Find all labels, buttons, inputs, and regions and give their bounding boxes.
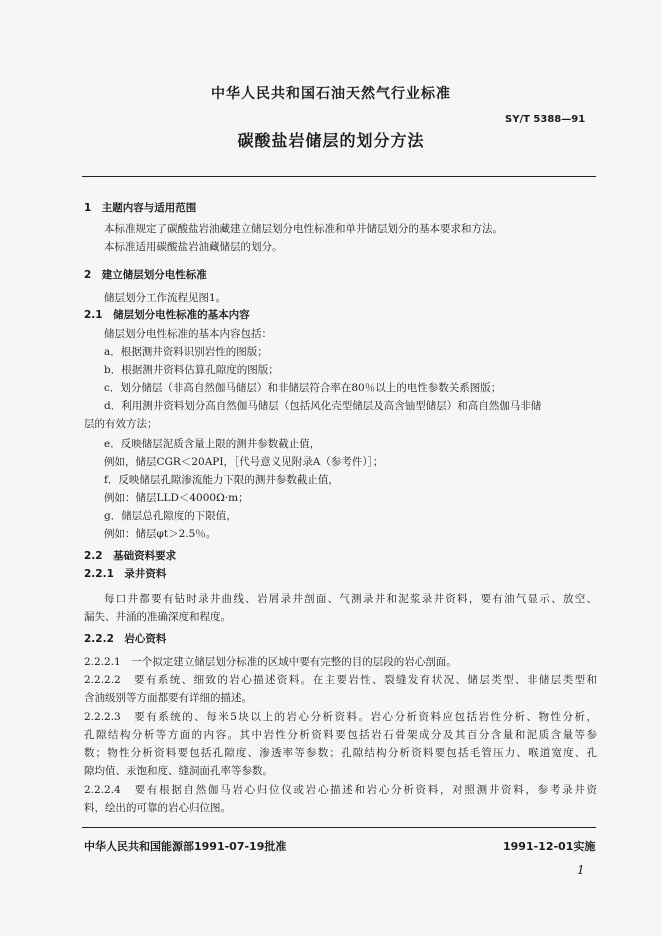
paragraph-line: e．反映储层泥质含量上限的测井参数截止值， [104, 438, 321, 450]
paragraph-line: c．划分储层（非高自然伽马储层）和非储层符合率在80％以上的电性参数关系图版； [104, 382, 502, 394]
paragraph-line: 层的有效方法； [84, 418, 158, 430]
paragraph-line: 隙均值、汞饱和度、缝洞面孔率等参数。 [84, 765, 273, 777]
footer-divider [82, 827, 596, 828]
document-title: 碳酸盐岩储层的划分方法 [237, 131, 425, 150]
header-divider [82, 176, 596, 177]
section-heading: 2.1 储层划分电性标准的基本内容 [84, 309, 250, 321]
paragraph-line: d．利用测井资料划分高自然伽马储层（包括风化壳型储层及高含铀型储层）和高自然伽马非储 [104, 400, 542, 412]
paragraph-line: 料，绘出的可靠的岩心归位图。 [84, 802, 231, 814]
paragraph-line: 例如：储层φt＞2.5％。 [104, 528, 217, 540]
paragraph-line: g．储层总孔隙度的下限值， [104, 510, 237, 522]
section-heading: 1 主题内容与适用范围 [84, 202, 197, 214]
standard-code: SY/T 5388—91 [505, 114, 586, 125]
paragraph-line: 孔隙结构分析等方面的内容。其中岩性分析资料要包括岩石骨架成分及其百分含量和泥质含量等参 [84, 729, 597, 741]
paragraph-line: 数；物性分析资料要包括孔隙度、渗透率等参数；孔隙结构分析资料要包括毛管压力、喉道宽度、孔 [84, 747, 597, 759]
section-heading: 2 建立储层划分电性标准 [84, 269, 207, 281]
paragraph-line: 每口井都要有钻时录井曲线、岩屑录井剖面、气测录井和泥浆录井资料，要有油气显示、放空、 [104, 593, 597, 605]
paragraph-line: 储层划分电性标准的基本内容包括： [104, 328, 272, 340]
paragraph-line: b．根据测井资料估算孔隙度的图版； [104, 364, 279, 376]
section-heading: 2.2.1 录井资料 [84, 568, 167, 580]
paragraph-line: 例如：储层LLD＜4000Ω·m； [104, 492, 249, 504]
paragraph-line: f．反映储层孔隙渗流能力下限的测井参数截止值， [104, 474, 339, 486]
section-heading: 2.2.2 岩心资料 [84, 633, 167, 645]
paragraph-line: 2.2.2.3 要有系统的、每米5块以上的岩心分析资料。岩心分析资料应包括岩性分析、物性分析， [84, 711, 597, 723]
paragraph-line: 2.2.2.2 要有系统、细致的岩心描述资料。在主要岩性、裂缝发育状况、储层类型、非储层类型和 [84, 674, 597, 686]
implementation-date: 1991-12-01实施 [503, 840, 596, 853]
paragraph-line: 储层划分工作流程见图1。 [104, 292, 227, 304]
paragraph-line: 例如，储层CGR＜20API，［代号意义见附录A（参考件）］； [104, 456, 384, 468]
paragraph-line: 本标准适用碳酸盐岩油藏储层的划分。 [104, 241, 283, 253]
paragraph-line: 漏失、井涌的准确深度和程度。 [84, 611, 231, 623]
paragraph-line: 2.2.2.4 要有根据自然伽马岩心归位仪或岩心描述和岩心分析资料，对照测井资料，参考录井资 [84, 784, 597, 796]
paragraph-line: 2.2.2.1 一个拟定建立储层划分标准的区域中要有完整的目的层段的岩心剖面。 [84, 656, 457, 668]
approval-line: 中华人民共和国能源部1991-07-19批准 [84, 840, 287, 853]
paragraph-line: 含油级别等方面都要有详细的描述。 [84, 692, 252, 704]
paragraph-line: a．根据测井资料识别岩性的图版； [104, 346, 268, 358]
paragraph-line: 本标准规定了碳酸盐岩油藏建立储层划分电性标准和单井储层划分的基本要求和方法。 [104, 223, 503, 235]
section-heading: 2.2 基础资料要求 [84, 550, 177, 562]
page-number: 1 [577, 863, 585, 877]
issuing-organization: 中华人民共和国石油天然气行业标准 [211, 86, 451, 102]
